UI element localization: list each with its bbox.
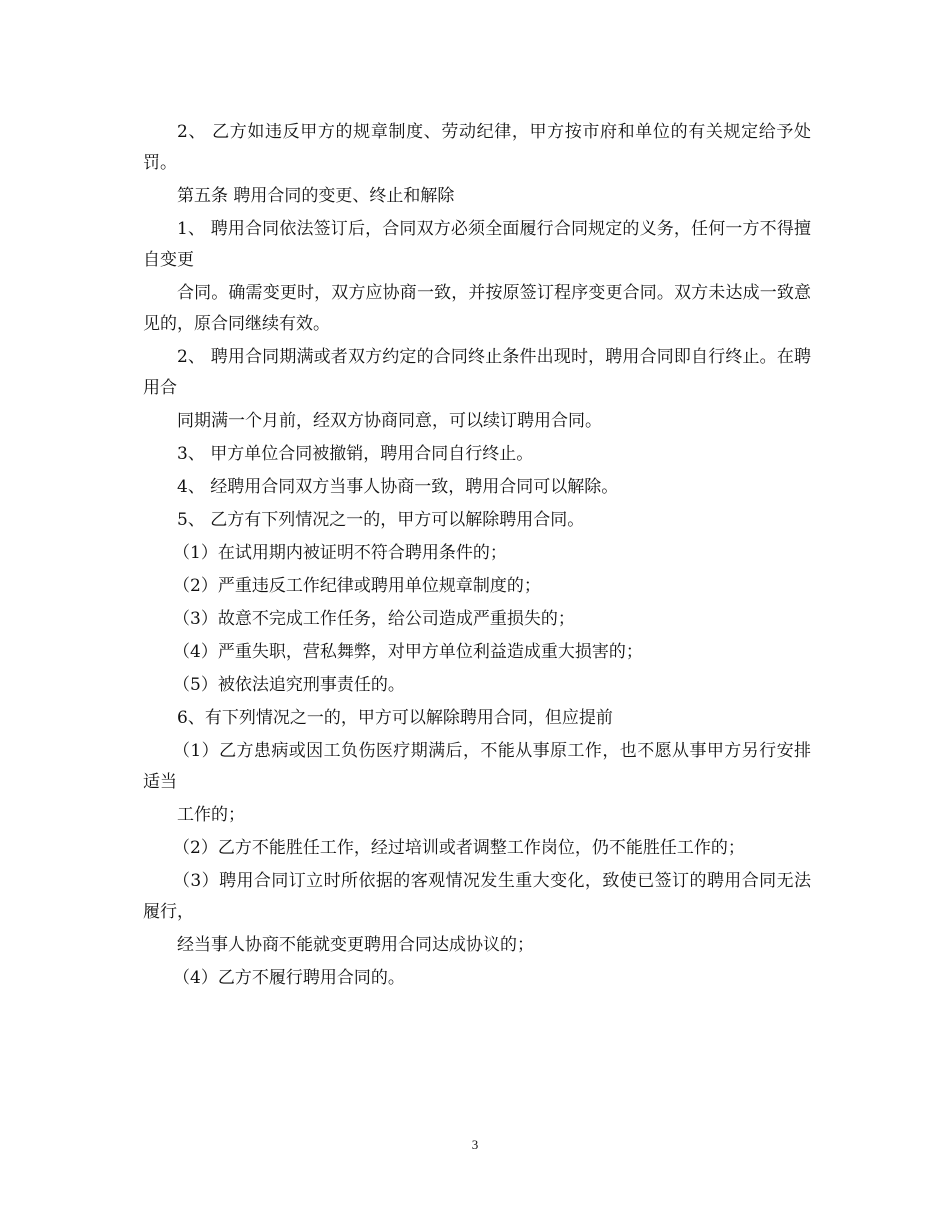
paragraph-clause-5-2: 2、 聘用合同期满或者双方约定的合同终止条件出现时，聘用合同即自行终止。在聘用合: [143, 347, 811, 398]
paragraph-clause-4-2: 2、 乙方如违反甲方的规章制度、劳动纪律，甲方按市府和单位的有关规定给予处罚。: [143, 122, 811, 173]
list-item-5-6-3-cont: 经当事人协商不能就变更聘用合同达成协议的；: [177, 935, 534, 955]
list-item-5-5-5: （5）被依法追究刑事责任的。: [173, 675, 405, 695]
list-item-5-5-3: （3）故意不完成工作任务，给公司造成严重损失的；: [173, 609, 575, 629]
page-number: 3: [471, 1137, 479, 1152]
list-item-5-6-4: （4）乙方不履行聘用合同的。: [173, 968, 405, 988]
list-item-5-6-2: （2）乙方不能胜任工作，经过培训或者调整工作岗位，仍不能胜任工作的；: [173, 838, 745, 858]
paragraph-clause-5-1-cont: 合同。确需变更时，双方应协商一致，并按原签订程序变更合同。双方未达成一致意见的，原合同继续有效。: [143, 283, 811, 334]
paragraph-clause-5-3: 3、 甲方单位合同被撤销，聘用合同自行终止。: [177, 444, 534, 464]
list-item-5-5-2: （2）严重违反工作纪律或聘用单位规章制度的；: [173, 576, 541, 596]
section-heading-article-5: 第五条 聘用合同的变更、终止和解除: [177, 186, 455, 206]
paragraph-clause-5-2-cont: 同期满一个月前，经双方协商同意，可以续订聘用合同。: [177, 411, 602, 431]
list-item-5-5-4: （4）严重失职，营私舞弊，对甲方单位利益造成重大损害的；: [173, 642, 643, 662]
paragraph-clause-5-6: 6、有下列情况之一的，甲方可以解除聘用合同，但应提前: [177, 708, 613, 728]
paragraph-clause-5-5: 5、 乙方有下列情况之一的，甲方可以解除聘用合同。: [177, 510, 585, 530]
list-item-5-6-1: （1）乙方患病或因工负伤医疗期满后，不能从事原工作，也不愿从事甲方另行安排适当: [143, 741, 811, 792]
list-item-5-6-1-cont: 工作的；: [177, 805, 245, 825]
paragraph-clause-5-4: 4、 经聘用合同双方当事人协商一致，聘用合同可以解除。: [177, 477, 619, 497]
paragraph-clause-5-1: 1、 聘用合同依法签订后，合同双方必须全面履行合同规定的义务，任何一方不得擅自变更: [143, 219, 811, 270]
list-item-5-6-3: （3）聘用合同订立时所依据的客观情况发生重大变化，致使已签订的聘用合同无法履行，: [143, 871, 811, 922]
list-item-5-5-1: （1）在试用期内被证明不符合聘用条件的；: [173, 543, 507, 563]
document-body: [143, 117, 811, 996]
